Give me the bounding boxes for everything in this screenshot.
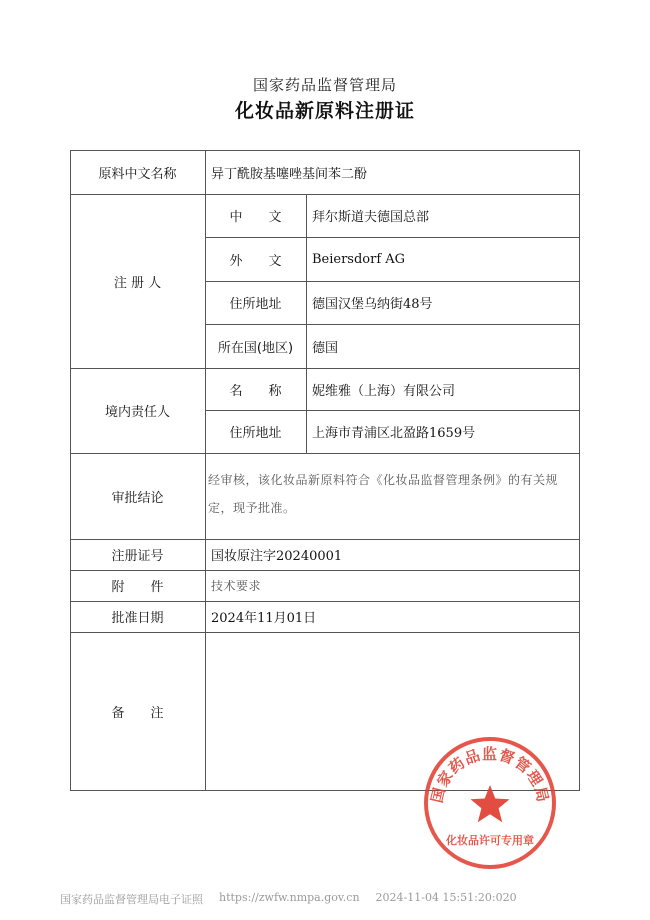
domestic-name-label: 名 称: [229, 383, 282, 399]
approval-date-label: 批准日期: [111, 611, 164, 626]
svg-text:国家药品监督管理局: 国家药品监督管理局: [427, 745, 553, 805]
registrant-chinese-label: 中 文: [229, 210, 282, 225]
registrant-address-value: 德国汉堡乌纳街48号: [312, 297, 433, 312]
footer-source: 国家药品监督管理局电子证照: [60, 893, 203, 906]
attachment-label: 附 件: [111, 580, 164, 595]
official-seal: [420, 733, 560, 873]
star-icon: [471, 785, 510, 822]
registrant-chinese-value: 拜尔斯道夫德国总部: [312, 210, 430, 225]
footer-url[interactable]: https://zwfw.nmpa.gov.cn: [219, 891, 360, 904]
approval-conclusion-text: 经审核，该化妆品新原料符合《化妆品监督管理条例》的有关规定，现予批准。: [208, 473, 559, 515]
domestic-address-value: 上海市青浦区北盈路1659号: [312, 426, 476, 441]
footer: [60, 891, 600, 907]
registrant-country-value: 德国: [312, 340, 339, 356]
svg-text:化妆品许可专用章: 化妆品许可专用章: [446, 834, 534, 847]
domestic-address-label: 住所地址: [229, 426, 282, 441]
material-name-value: 异丁酰胺基噻唑基间苯二酚: [211, 166, 368, 182]
material-name-label: 原料中文名称: [98, 166, 177, 182]
certificate-title: 化妆品新原料注册证: [234, 100, 415, 122]
cert-number-label: 注册证号: [111, 549, 164, 564]
registrant-address-label: 住所地址: [229, 297, 282, 312]
domestic-name-value: 妮维雅（上海）有限公司: [312, 383, 456, 399]
registrant-foreign-label: 外 文: [229, 253, 282, 269]
registrant-label: 注 册 人: [113, 275, 162, 291]
cert-number-value: 国妆原注字20240001: [211, 549, 343, 564]
footer-timestamp: 2024-11-04 15:51:20:020: [375, 891, 517, 904]
remarks-label: 备 注: [111, 706, 164, 721]
registrant-country-label: 所在国(地区): [217, 340, 294, 356]
issuer-name: 国家药品监督管理局: [252, 76, 397, 94]
registrant-foreign-value: Beiersdorf AG: [312, 251, 406, 267]
domestic-party-label: 境内责任人: [104, 405, 170, 420]
attachment-value: 技术要求: [211, 579, 262, 593]
approval-conclusion-label: 审批结论: [111, 490, 164, 506]
approval-date-value: 2024年11月01日: [211, 611, 317, 626]
